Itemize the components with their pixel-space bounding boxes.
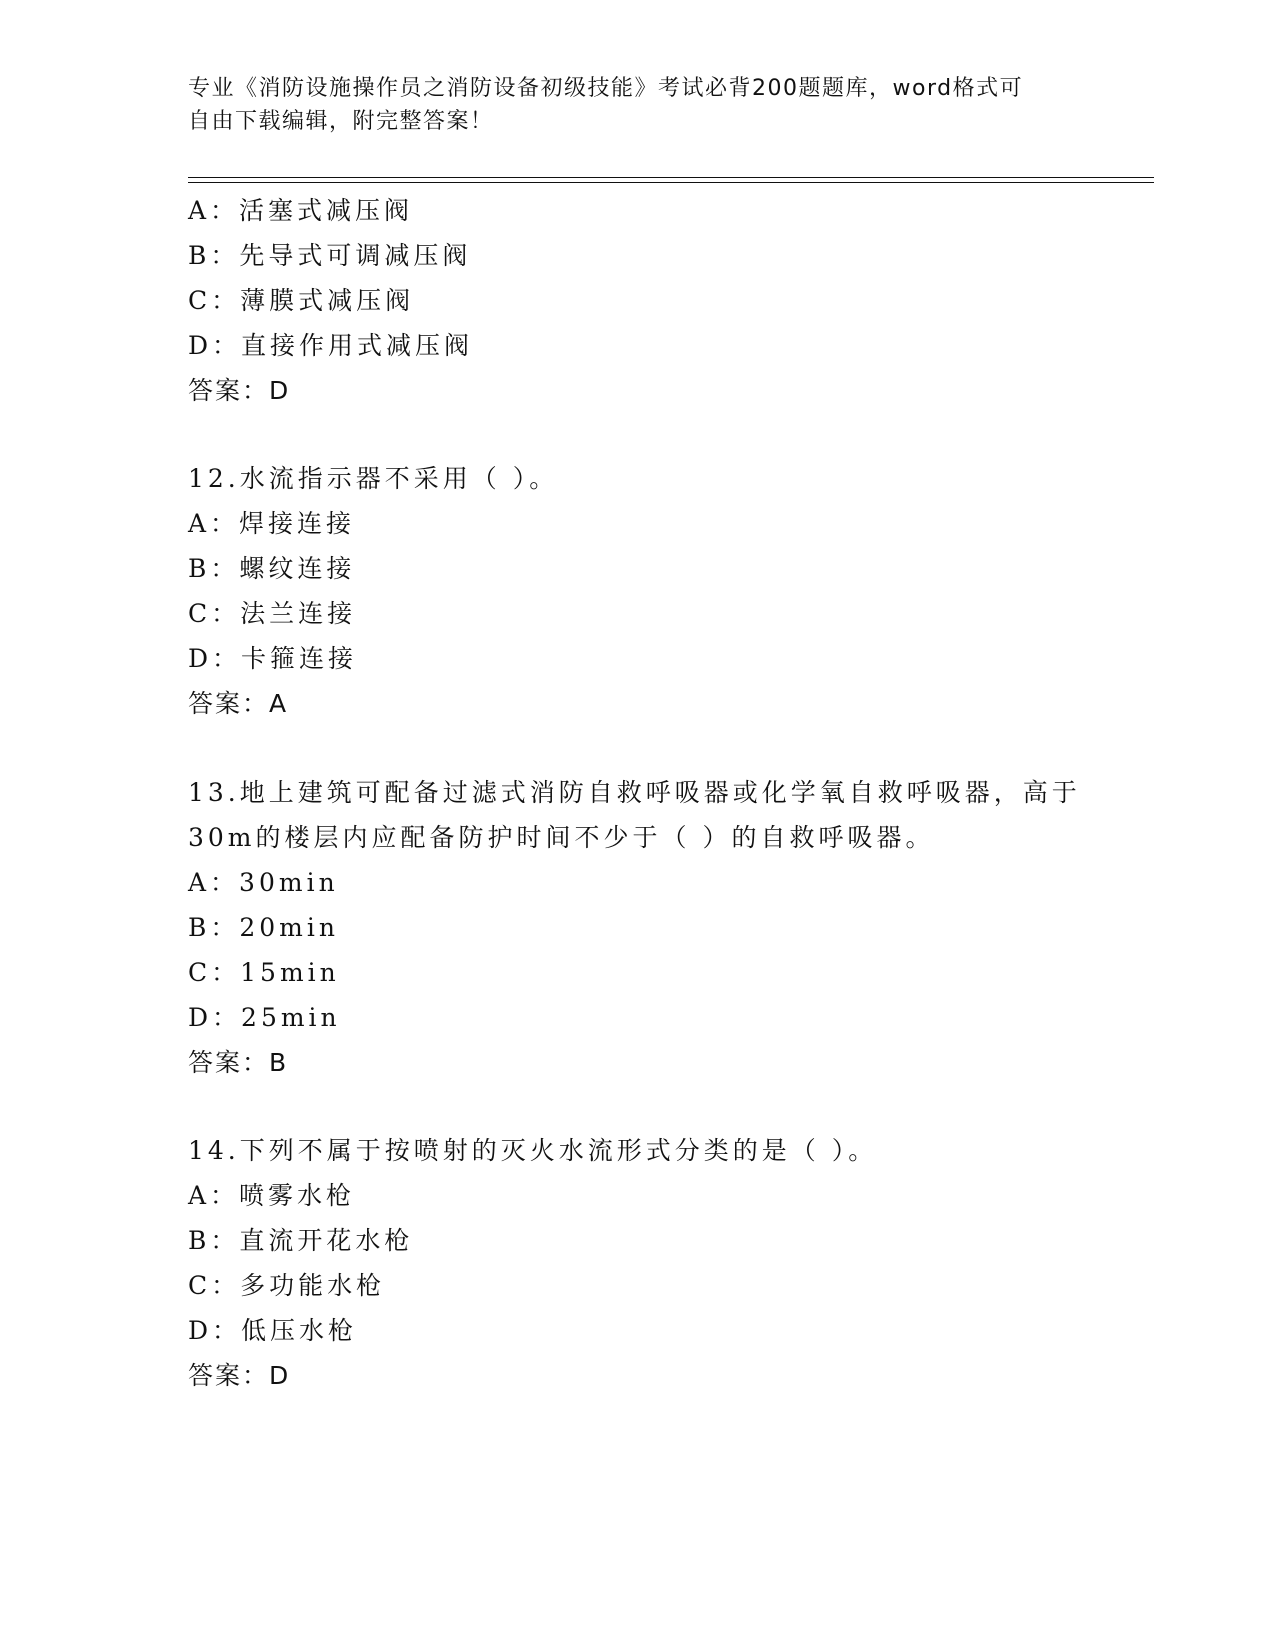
q14-question: 14.下列不属于按喷射的灭火水流形式分类的是（ ）。 xyxy=(188,1136,878,1165)
q14-option-d: D：低压水枪 xyxy=(188,1316,358,1345)
header-line-2: 自由下载编辑，附完整答案！ xyxy=(188,109,494,134)
q14-option-b: B：直流开花水枪 xyxy=(188,1226,414,1255)
q13-question-line-2: 30m的楼层内应配备防护时间不少于（ ）的自救呼吸器。 xyxy=(188,823,935,852)
q14-option-a: A：喷雾水枪 xyxy=(188,1181,356,1210)
q12-option-b: B：螺纹连接 xyxy=(188,554,356,583)
q13-option-d: D：25min xyxy=(188,1003,341,1032)
q13-option-c: C：15min xyxy=(188,958,340,987)
q12-answer: 答案：A xyxy=(188,689,289,718)
q13-answer: 答案：B xyxy=(188,1048,289,1077)
header-divider-top xyxy=(188,177,1154,178)
q12-option-a: A：焊接连接 xyxy=(188,509,356,538)
q11-option-d: D：直接作用式减压阀 xyxy=(188,331,474,360)
q11-option-a: A：活塞式减压阀 xyxy=(188,196,414,225)
header-divider-bottom xyxy=(188,182,1154,183)
q13-question-line-1: 13.地上建筑可配备过滤式消防自救呼吸器或化学氧自救呼吸器，高于 xyxy=(188,778,1081,807)
q11-option-c: C：薄膜式减压阀 xyxy=(188,286,415,315)
q12-option-d: D：卡箍连接 xyxy=(188,644,358,673)
q14-option-c: C：多功能水枪 xyxy=(188,1271,386,1300)
q11-option-b: B：先导式可调减压阀 xyxy=(188,241,472,270)
document-header xyxy=(188,72,1088,138)
header-line-1: 专业《消防设施操作员之消防设备初级技能》考试必背200题题库，word格式可 xyxy=(188,76,1024,101)
q12-option-c: C：法兰连接 xyxy=(188,599,357,628)
q13-option-b: B：20min xyxy=(188,913,339,942)
q14-answer: 答案：D xyxy=(188,1361,291,1390)
q12-question: 12.水流指示器不采用（ ）。 xyxy=(188,464,559,493)
q11-answer: 答案：D xyxy=(188,376,291,405)
q13-option-a: A：30min xyxy=(188,868,339,897)
